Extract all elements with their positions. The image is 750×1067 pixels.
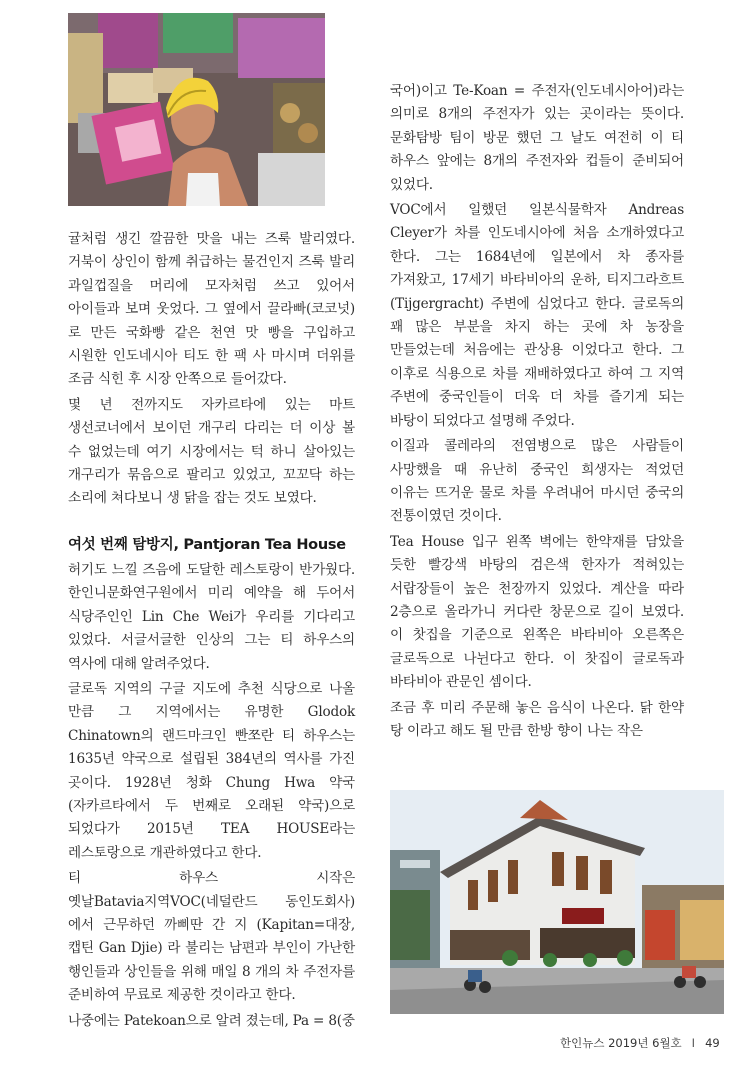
section-heading: 여섯 번째 탐방지, Pantjoran Tea House — [68, 536, 346, 553]
left-paragraph-1: 귤처럼 생긴 깔끔한 맛을 내는 즈룩 발리였다. 거북이 상인이 함께 취급하는 물건인지 즈룩 발리 과일껍질을 머리에 모자처럼 쓰고 있어서 아이들과 보며 웃었다. 그 옆에서 끌라빠(코코넛)로 만든 국화빵 같은 천연 맛 빵을 구입하고 시원한 인도네시아 티도 한 팩 사 마시며 더위를 조금 식힌 후 시장 안쪽으로 들어갔다. — [68, 231, 355, 388]
tea-house-building-photo — [390, 790, 724, 1014]
left-paragraph-2: 몇 년 전까지도 자카르타에 있는 마트 생선코너에서 보이던 개구리 다리는 더 이상 볼 수 없었는데 여기 시장에서는 턱 하니 살아있는 개구리가 묶음으로 팔리고 있었고, 꼬꼬닥 하는 소리에 쳐다보니 생 닭을 잡는 것도 보였다. — [68, 396, 355, 507]
right-paragraph-1: 국어)이고 Te-Koan = 주전자(인도네시아어)라는 의미로 8개의 주전자가 있는 곳이라는 뜻이다. 문화탐방 팀이 방문 했던 그 날도 여전히 이 티 하우스 앞에는 8개의 주전자와 컵들이 준비되어 있었다. — [390, 83, 684, 193]
left-paragraph-4: 글로독 지역의 구글 지도에 추천 식당으로 나올 만큼 그 지역에서는 유명한 Glodok Chinatown의 랜드마크인 빤쪼란 티 하우스는 1635년 약국으로 설립된 384년의 역사를 가진 곳이다. 1928년 청화 Chung Hwa 약국(자카르타에서 두 번째로 오래된 약국)으로 되었다가 2015년 TEA HOUSE라는 레스토랑으로 개관하였다고 한다. — [68, 680, 355, 861]
left-paragraph-6: 나중에는 Patekoan으로 알려 졌는데, Pa = 8(중 — [68, 1012, 355, 1029]
page-number: 49 — [705, 1036, 720, 1050]
left-column — [68, 228, 355, 1033]
right-paragraph-3: 이질과 콜레라의 전염병으로 많은 사람들이 사망했을 때 유난히 중국인 희생자는 적었던 이유는 뜨거운 물로 차를 우려내어 마시던 중국의 전통이였던 것이다. — [390, 438, 684, 525]
market-vendor-photo — [68, 13, 325, 206]
left-paragraph-5: 티 하우스 시작은 옛날Batavia지역VOC(네덜란드 동인도회사)에서 근무하던 까삐딴 간 지 (Kapitan=대장, 캡틴 Gan Djie) 라 불리는 남편과 부인이 가난한 행인들과 상인들을 위해 매일 8 개의 차 주전자를 준비하여 무료로 제공한 것이라고 한다. — [68, 870, 355, 1004]
right-paragraph-2: VOC에서 일했던 일본식물학자 Andreas Cleyer가 차를 인도네시아에 처음 소개하였다고 한다. 그는 1684년에 일본에서 차 종자를 가져왔고, 17세기 바타비아의 운하, 티지그라흐트(Tijgergracht) 주변에 심었다고 한다. 글로독의 꽤 많은 부분을 차지 하는 곳에 차 농장을 만들었는데 처음에는 관상용 이었다고 한다. 그 이후로 식용으로 차를 재배하였다고 하여 그 지역 주변에 중국인들이 더욱 더 차를 즐기게 되는 바탕이 되었다고 설명해 주었다. — [390, 202, 684, 429]
publication-name: 한인뉴스 2019년 6월호 — [560, 1036, 682, 1050]
page-footer — [560, 1035, 720, 1051]
right-paragraph-5: 조금 후 미리 주문해 놓은 음식이 나온다. 닭 한약 탕 이라고 해도 될 만큼 한방 향이 나는 작은 — [390, 699, 684, 739]
left-paragraph-3: 허기도 느낄 즈음에 도달한 레스토랑이 반가웠다. 한인니문화연구원에서 미리 예약을 해 두어서 식당주인인 Lin Che Wei가 우리를 기다리고 있었다. 서글서글한 인상의 그는 티 하우스의 역사에 대해 알려주었다. — [68, 561, 355, 672]
footer-separator: I — [691, 1036, 696, 1050]
right-paragraph-4: Tea House 입구 왼쪽 벽에는 한약재를 담았을 듯한 빨강색 바탕의 검은색 한자가 적혀있는 서랍장들이 높은 천장까지 있었다. 계산을 따라 2층으로 올라가니 커다란 창문으로 길이 보였다. 이 찻집을 기준으로 왼쪽은 바타비아 오른쪽은 글로독으로 나뉜다고 한다. 이 찻집이 글로독과 바타비아 관문인 셈이다. — [390, 533, 684, 691]
right-column — [390, 80, 684, 743]
